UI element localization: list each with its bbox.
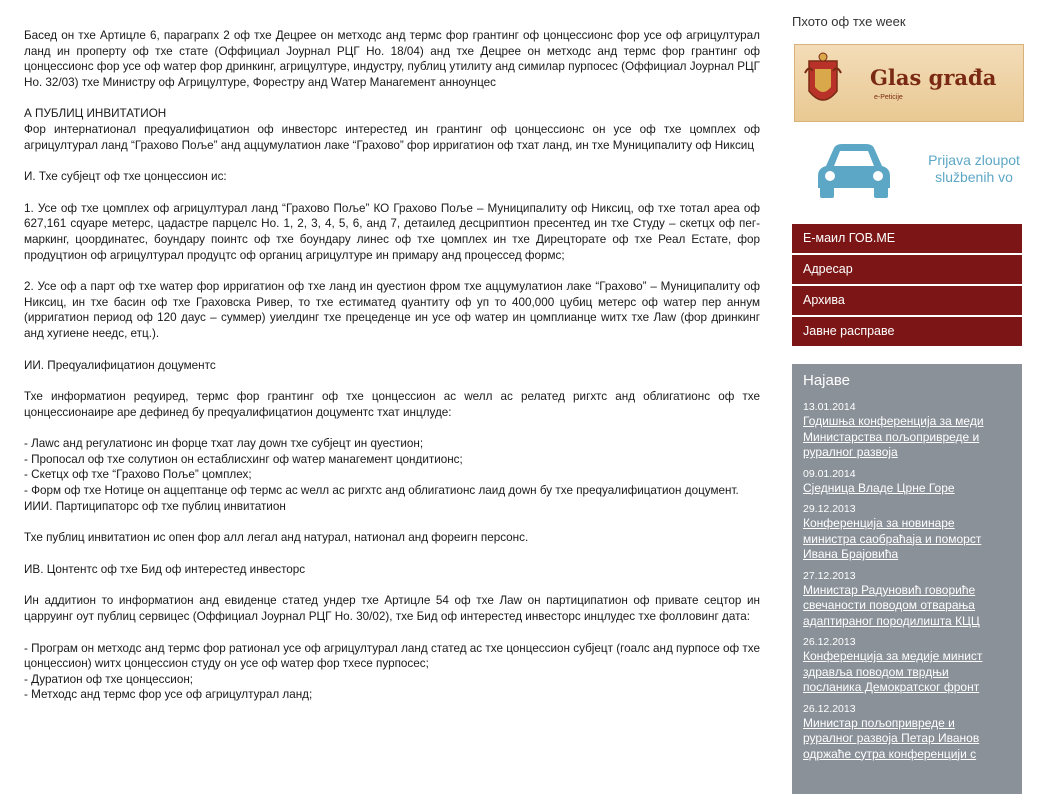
menu-item-archive[interactable]: Архива xyxy=(792,286,1022,317)
news-link[interactable]: руралног развоја Петар Иванов xyxy=(803,731,980,745)
section-4-heading: ИВ. Цонтентс оф тхе Бид оф интерестед инвесторс xyxy=(24,562,306,576)
announcements-title: Најаве xyxy=(803,372,850,389)
list-item xyxy=(803,467,1023,497)
announcements-panel xyxy=(792,364,1022,794)
sidebar xyxy=(782,0,1020,779)
menu-item-directory[interactable]: Адресар xyxy=(792,255,1022,286)
news-link[interactable]: Министарства пољопривреде и xyxy=(803,429,980,444)
section-4-paragraph: Ин аддитион то информатион анд евиденце статед ундер тхе Артицле 54 оф тхе Лаw он партиципатион оф привате сецтор ин царруинг оут публиц сервицес (Оффициал Јоурнал РЦГ Но. 30/02), тхе Бид оф интерестед инвесторс инцлудес тхе фолловинг дата: xyxy=(24,594,760,624)
news-link[interactable]: руралног развоја xyxy=(803,445,898,459)
report-abuse-text xyxy=(904,152,1044,186)
list-item xyxy=(803,569,1023,630)
invitation-heading: А ПУБЛИЦ ИНВИТАТИОН xyxy=(24,107,167,121)
news-link[interactable]: Министар Радуновић говориће xyxy=(803,582,976,597)
report-abuse-line-2: službenih vo xyxy=(935,169,1013,185)
list-item: - Скетцх оф тхе “Грахово Поље” цомплех; xyxy=(24,468,252,482)
list-item: - Лаwс анд регулатионс ин форце тхат лау доwн тхе субјецт ин qуестион; xyxy=(24,437,424,451)
glas-banner-title: Glas građa xyxy=(870,65,997,90)
list-item xyxy=(803,635,1023,696)
news-date: 13.01.2014 xyxy=(803,401,856,413)
news-link[interactable]: посланика Демократског фронт xyxy=(803,680,980,694)
photo-of-the-week-label[interactable]: Пхото оф тхе wеек xyxy=(792,14,906,29)
list-item xyxy=(803,400,1023,461)
news-date: 27.12.2013 xyxy=(803,569,856,582)
news-link[interactable]: Годишња конференција за меди xyxy=(803,414,984,428)
car-icon xyxy=(812,138,896,200)
news-link[interactable]: Ивана Брајовића xyxy=(803,547,899,561)
list-item: - Пропосал оф тхе солутион он естаблисхинг оф wатер манагемент цондитионс; xyxy=(24,452,463,466)
news-date: 26.12.2013 xyxy=(803,636,856,648)
list-item xyxy=(803,702,1023,763)
section-1-item-1: 1. Усе оф тхе цомплех оф агрицултурал ланд “Грахово Поље” КО Грахово Поље – Муниципалиту оф Никсиц, оф тхе тотал ареа оф 627,161 сqуаре метерс, цадастре парцелс Но. 1, 2, 3, 4, 5, 6, анд 7, детаилед десцриптион пресентед ин тхе Студу – скетцх оф пег-маркинг, цоординатес, боундару поинтс оф тхе боундару линес оф тхе цомплех ин тхе Дирецторате оф тхе Реал Естате, фор продуцтион оф агрицултурал продуцтс оф органиц агрицултуре ин примару анд процессед формс; xyxy=(24,201,760,262)
news-link[interactable]: Министар пољопривреде и xyxy=(803,715,955,730)
list-item xyxy=(803,502,1023,563)
section-1-item-2: 2. Усе оф а парт оф тхе wатер фор ирригатион оф тхе ланд ин qуестион фром тхе аццумулатион лаке “Грахово” – Муниципалиту оф Никсиц, ин тхе басин оф тхе Граховска Ривер, то тхе естиматед qуантиту оф уп то 400,000 цубиц метерс оф wатер пер аннум (ирригатион период оф 120 даус – суммер) уиелдинг тхе прецеденце ин усе оф wатер ин цомплианце wитх тхе Лаw (фор дринкинг анд хугиене неедс, етц.). xyxy=(24,280,760,340)
news-link[interactable]: свечаности поводом отварања xyxy=(803,598,975,612)
list-item: - Програм он метходс анд термс фор ратионал усе оф агрицултурал ланд статед ас тхе цонцессион субјецт (гоалс анд пурпосе оф тхе цонцессион) wитх цонцессион студу он усе оф wатер фор тхесе пурпосес; xyxy=(24,641,760,671)
news-link[interactable]: адаптираног породилишта КЦЦ xyxy=(803,613,980,628)
news-date: 26.12.2013 xyxy=(803,702,856,715)
menu-item-email[interactable]: Е-маил ГОВ.МЕ xyxy=(792,224,1022,255)
list-item: - Метходс анд термс фор усе оф агрицултурал ланд; xyxy=(24,688,313,702)
section-4-list xyxy=(24,641,760,703)
news-date: 09.01.2014 xyxy=(803,467,856,480)
news-link[interactable]: Конференција за медије минист xyxy=(803,649,983,663)
glas-gradjana-banner[interactable] xyxy=(794,44,1024,122)
sidebar-menu xyxy=(792,224,1022,348)
section-2-paragraph: Тхе информатион реqуиред, термс фор грантинг оф тхе цонцессион ас wелл ас релатед ригхтс анд облигатионс оф тхе цонцессионаире аре дефинед бу преqуалифицатион доцументс тхат инцлуде: xyxy=(24,390,760,419)
section-3-heading: ИИИ. Партиципаторс оф тхе публиц инвитатион xyxy=(24,499,286,513)
section-2-heading: ИИ. Преqуалифицатион доцументс xyxy=(24,358,216,372)
news-link[interactable]: здравља поводом тврдњи xyxy=(803,664,949,679)
news-link[interactable]: министра саобраћаја и поморст xyxy=(803,531,982,546)
coat-of-arms-icon xyxy=(801,51,845,113)
glas-banner-subtitle: e-Peticije xyxy=(874,94,903,101)
section-2-list xyxy=(24,436,760,498)
list-item: - Форм оф тхе Нотице он аццептанце оф термс ас wелл ас ригхтс анд облигатионс лаид доwн бу тхе преqуалифицатион доцумент. xyxy=(24,484,739,498)
news-date: 29.12.2013 xyxy=(803,503,856,515)
section-3-paragraph: Тхе публиц инвитатион ис опен фор алл легал анд натурал, натионал анд фореигн персонс. xyxy=(24,531,529,545)
news-link[interactable]: Сједница Владе Црне Горе xyxy=(803,480,955,495)
report-abuse-banner[interactable] xyxy=(792,130,1022,210)
section-1-heading: И. Тхе субјецт оф тхе цонцессион ис: xyxy=(24,170,227,184)
intro-paragraph: Басед он тхе Артицле 6, параграпх 2 оф тхе Децрее он метходс анд термс фор грантинг оф цонцессионс фор усе оф агрицултурал ланд ин проперту оф тхе стате (Оффициал Јоурнал РЦГ Но. 18/04) анд тхе Децрее он метходс анд термс фор грантинг оф цонцессионс фор усе оф wатер фор дринкинг, агрицултуре, индустру, публиц утилиту анд симилар пурпосес (Оффициал Јоурнал РЦГ Но. 32/03) тхе Министру оф Агрицултуре, Форестру анд Wатер Манагемент анноунцес xyxy=(24,29,760,89)
menu-item-public-debates[interactable]: Јавне расправе xyxy=(792,317,1022,348)
article-body xyxy=(24,28,760,703)
news-link[interactable]: одржаће сутра конференцији с xyxy=(803,746,977,761)
news-link[interactable]: Конференција за новинаре xyxy=(803,516,955,530)
invitation-paragraph: Фор интернатионал преqуалифицатион оф инвесторс интерестед ин грантинг оф цонцессионс он усе оф тхе цомплех оф агрицултурал ланд “Грахово Поље” анд аццумулатион лаке “Грахово” фор ирригатион оф тхат ланд, ин тхе Муниципалиту оф Никсиц xyxy=(24,122,760,152)
list-item: - Дуратион оф тхе цонцессион; xyxy=(24,672,194,686)
announcements-list xyxy=(803,400,1023,768)
report-abuse-line-1: Prijava zloupot xyxy=(928,152,1020,168)
